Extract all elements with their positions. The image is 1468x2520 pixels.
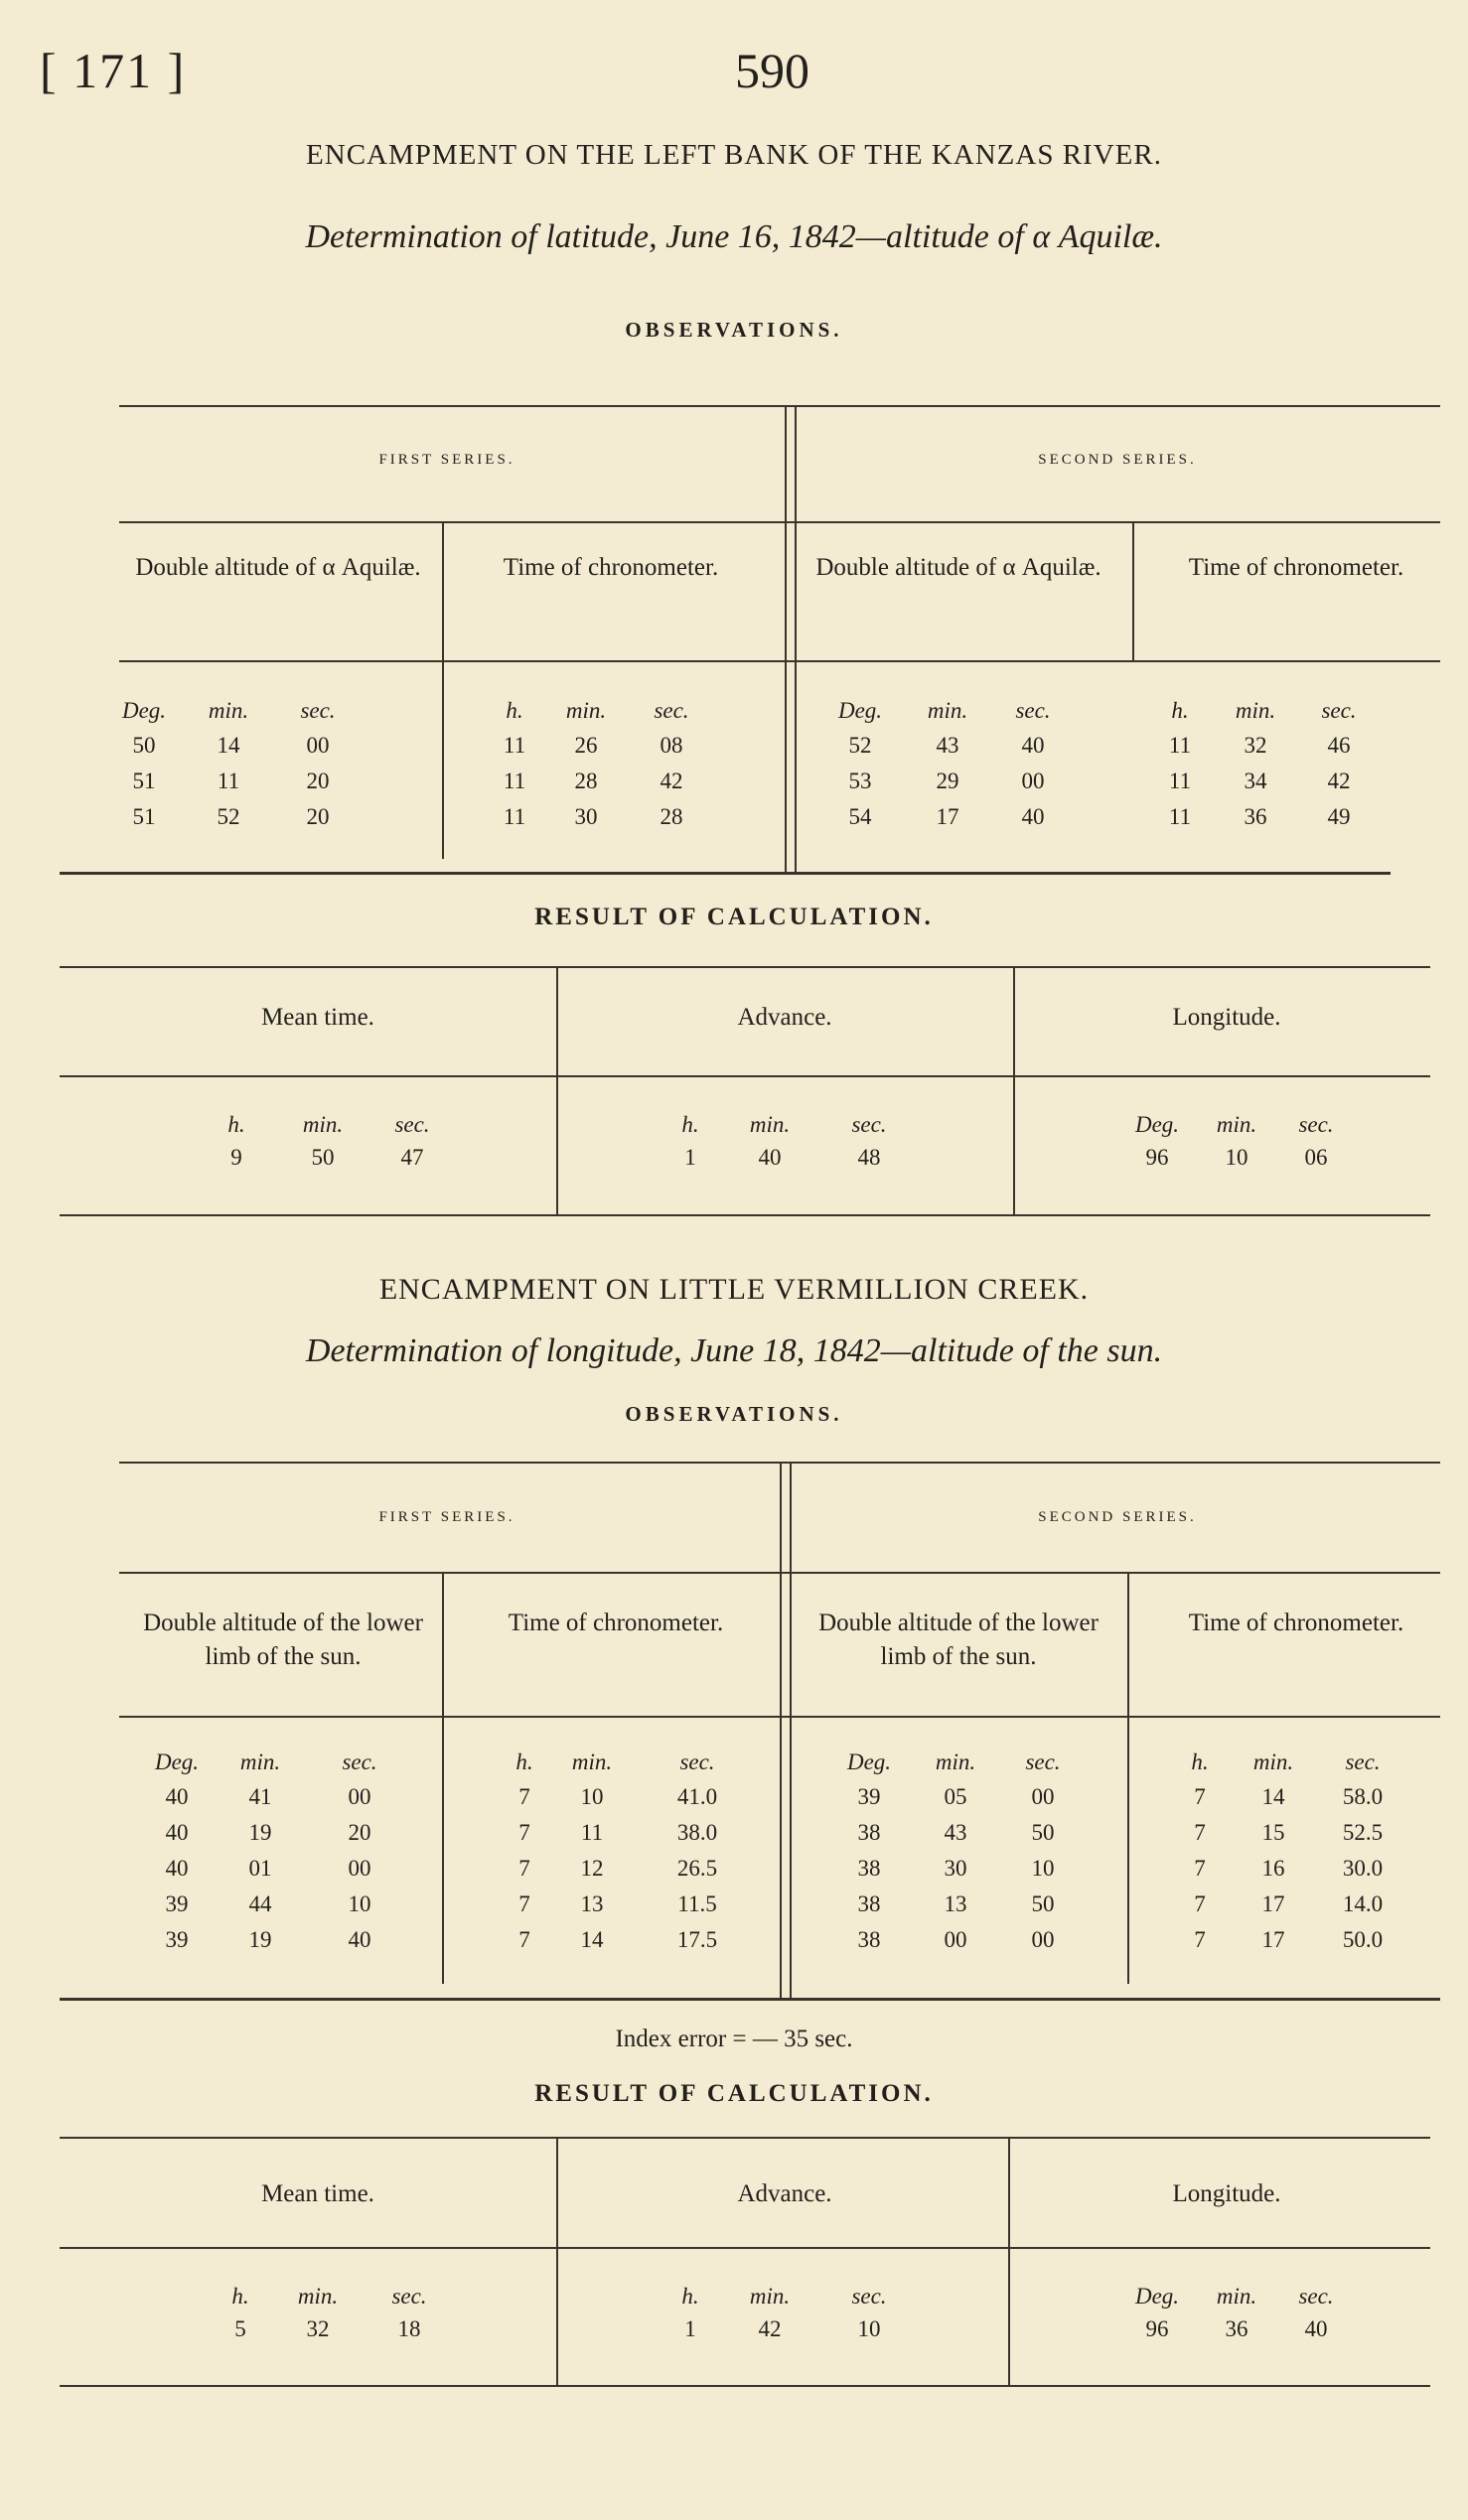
table-cell: 50.0 [1342,1927,1384,1952]
table-cell: 16 [1261,1856,1285,1881]
table-cell: 17 [936,804,959,829]
table-cell: 34 [1244,769,1267,793]
table-cell: 28 [660,804,683,829]
advance-seconds: 48 [857,1145,881,1170]
table-cell: 17.5 [676,1927,718,1952]
table-cell: 52 [217,804,240,829]
section2-result-units [0,2284,1468,2313]
table-cell: 14 [1261,1784,1285,1809]
unit: sec. [1025,1750,1061,1774]
table-cell: 7 [1194,1856,1206,1881]
table-cell: 50 [1031,1820,1055,1845]
unit: min. [749,1112,791,1137]
table-cell: 00 [348,1856,371,1881]
unit: sec. [1345,1750,1381,1774]
section1-result-label: RESULT OF CALCULATION. [534,904,934,930]
longitude-minutes: 10 [1225,1145,1248,1170]
table-cell: 7 [1194,1820,1206,1845]
table-cell: 15 [1261,1820,1285,1845]
section1-observations-label: OBSERVATIONS. [625,318,843,342]
unit: h. [515,1750,533,1774]
table-cell: 01 [248,1856,272,1881]
table-cell: 7 [518,1927,530,1952]
table-cell: 50 [132,733,156,758]
table-row [0,2316,1468,2350]
table-cell: 19 [248,1927,272,1952]
advance-minutes: 42 [758,2316,782,2341]
section2-subtitle: Determination of longitude, June 18, 1842—altitude of the sun. [305,1332,1163,1369]
table-cell: 40 [1021,733,1045,758]
unit: sec. [391,2284,427,2309]
table-cell: 7 [518,1784,530,1809]
table-cell: 10 [348,1891,371,1916]
page-number: 590 [735,43,809,98]
table-cell: 54 [848,804,872,829]
unit: Deg. [154,1750,200,1774]
table-cell: 08 [660,733,683,758]
unit: h. [227,1112,245,1137]
unit: min. [239,1750,281,1774]
table-cell: 10 [1031,1856,1055,1881]
unit: Deg. [121,698,167,723]
unit: sec. [1298,1112,1334,1137]
table-cell: 50 [1031,1891,1055,1916]
table-cell: 7 [518,1856,530,1881]
table-cell: 13 [944,1891,967,1916]
table-cell: 11 [1168,769,1192,793]
mean-time-seconds: 18 [397,2316,421,2341]
table-cell: 30.0 [1342,1856,1384,1881]
unit: min. [749,2284,791,2309]
unit: min. [927,698,968,723]
longitude-seconds: 06 [1304,1145,1328,1170]
table-cell: 51 [132,804,156,829]
section1-colhead-3: Double altitude of α Aquilæ. [815,554,1101,581]
table-cell: 19 [248,1820,272,1845]
unit: min. [208,698,249,723]
table-cell: 05 [944,1784,967,1809]
table-cell: 17 [1261,1891,1285,1916]
unit: Deg. [846,1750,892,1774]
table-cell: 14 [580,1927,604,1952]
section2-result-head-3: Longitude. [1172,2180,1281,2207]
section2-observations-label: OBSERVATIONS. [625,1402,843,1426]
table-cell: 11 [1168,733,1192,758]
table-cell: 7 [518,1820,530,1845]
table-cell: 28 [574,769,598,793]
table-cell: 46 [1327,733,1351,758]
table-cell: 11 [1168,804,1192,829]
unit: h. [231,2284,249,2309]
table-cell: 40 [165,1820,189,1845]
section1-series-second: SECOND SERIES. [1038,452,1197,468]
table-cell: 00 [306,733,330,758]
advance-hours: 1 [684,2316,696,2341]
table-cell: 52 [848,733,872,758]
table-cell: 00 [1021,769,1045,793]
table-cell: 14 [217,733,240,758]
table-cell: 44 [248,1891,272,1916]
unit: h. [1191,1750,1209,1774]
table-cell: 10 [580,1784,604,1809]
table-cell: 00 [1031,1784,1055,1809]
table-cell: 40 [1021,804,1045,829]
unit: sec. [1298,2284,1334,2309]
mean-time-hours: 9 [230,1145,242,1170]
longitude-minutes: 36 [1225,2316,1248,2341]
table-cell: 26.5 [676,1856,718,1881]
longitude-degrees: 96 [1145,2316,1169,2341]
unit: min. [571,1750,613,1774]
unit: h. [1171,698,1189,723]
section1-subtitle: Determination of latitude, June 16, 1842—altitude of α Aquilæ. [305,218,1163,255]
table-cell: 11 [503,804,526,829]
unit: sec. [1321,698,1357,723]
table-cell: 32 [1244,733,1267,758]
section2-colhead-2: Time of chronometer. [508,1610,724,1636]
unit: min. [1216,1112,1257,1137]
table-cell: 7 [1194,1784,1206,1809]
table-cell: 58.0 [1342,1784,1384,1809]
section1-title: ENCAMPMENT ON THE LEFT BANK OF THE KANZAS RIVER. [306,139,1162,171]
table-cell: 38.0 [676,1820,718,1845]
unit: min. [1252,1750,1294,1774]
bracket-number: [ 171 ] [40,43,187,98]
table-cell: 41 [248,1784,272,1809]
table-cell: 00 [348,1784,371,1809]
table-cell: 29 [936,769,959,793]
section1-colhead-2: Time of chronometer. [503,554,719,581]
table-cell: 43 [944,1820,967,1845]
table-cell: 38 [857,1891,881,1916]
section2-series-first: FIRST SERIES. [378,1509,515,1525]
table-cell: 17 [1261,1927,1285,1952]
unit: h. [681,2284,699,2309]
unit: min. [565,698,607,723]
table-cell: 11 [503,733,526,758]
section1-series-first: FIRST SERIES. [378,452,515,468]
unit: Deg. [837,698,883,723]
table-cell: 20 [348,1820,371,1845]
table-cell: 49 [1327,804,1351,829]
table-cell: 00 [1031,1927,1055,1952]
section2-index-error: Index error = — 35 sec. [615,2026,853,2052]
table-cell: 38 [857,1820,881,1845]
unit: Deg. [1134,2284,1180,2309]
table-cell: 7 [1194,1891,1206,1916]
table-cell: 39 [165,1927,189,1952]
table-cell: 53 [848,769,872,793]
section2-result-label: RESULT OF CALCULATION. [534,2080,934,2107]
table-cell: 11 [217,769,240,793]
table-cell: 20 [306,769,330,793]
advance-hours: 1 [684,1145,696,1170]
section2-series-second: SECOND SERIES. [1038,1509,1197,1525]
section2-colhead-4: Time of chronometer. [1188,1610,1404,1636]
section2-colhead-1: Double altitude of the lower limb of the sun. [143,1610,423,1670]
table-cell: 40 [165,1856,189,1881]
table-cell: 41.0 [676,1784,718,1809]
table-cell: 13 [580,1891,604,1916]
unit: min. [1235,698,1276,723]
section1-result-head-2: Advance. [737,1004,832,1031]
unit: h. [506,698,523,723]
section1-result-head-3: Longitude. [1172,1004,1281,1031]
table-cell: 38 [857,1856,881,1881]
table-cell: 43 [936,733,959,758]
advance-minutes: 40 [758,1145,782,1170]
table-cell: 40 [165,1784,189,1809]
unit: sec. [851,2284,887,2309]
unit: sec. [394,1112,430,1137]
longitude-seconds: 40 [1304,2316,1328,2341]
unit: sec. [300,698,336,723]
table-cell: 51 [132,769,156,793]
unit: sec. [1015,698,1051,723]
unit: min. [1216,2284,1257,2309]
table-cell: 12 [580,1856,604,1881]
section2-result-head-1: Mean time. [261,2180,374,2207]
table-cell: 30 [574,804,598,829]
unit: sec. [654,698,689,723]
table-cell: 52.5 [1342,1820,1384,1845]
table-cell: 26 [574,733,598,758]
unit: min. [935,1750,976,1774]
unit: sec. [342,1750,377,1774]
section1-colhead-1: Double altitude of α Aquilæ. [135,554,421,581]
table-cell: 38 [857,1927,881,1952]
table-cell: 7 [518,1891,530,1916]
unit: min. [302,1112,344,1137]
mean-time-minutes: 50 [311,1145,335,1170]
table-cell: 11.5 [677,1891,717,1916]
longitude-degrees: 96 [1145,1145,1169,1170]
section1-result-head-1: Mean time. [261,1004,374,1031]
table-cell: 7 [1194,1927,1206,1952]
table-cell: 14.0 [1342,1891,1384,1916]
unit: min. [297,2284,339,2309]
unit: Deg. [1134,1112,1180,1137]
table-cell: 11 [580,1820,604,1845]
table-cell: 20 [306,804,330,829]
section1-colhead-4: Time of chronometer. [1188,554,1404,581]
mean-time-hours: 5 [234,2316,246,2341]
section2-title: ENCAMPMENT ON LITTLE VERMILLION CREEK. [378,1273,1090,1306]
table-cell: 42 [1327,769,1351,793]
section2-colhead-3: Double altitude of the lower limb of the sun. [818,1610,1099,1670]
unit: sec. [851,1112,887,1137]
table-cell: 39 [857,1784,881,1809]
table-cell: 39 [165,1891,189,1916]
table-cell: 42 [660,769,683,793]
table-cell: 00 [944,1927,967,1952]
mean-time-minutes: 32 [306,2316,330,2341]
mean-time-seconds: 47 [400,1145,424,1170]
table-cell: 36 [1244,804,1267,829]
unit: sec. [679,1750,715,1774]
unit: h. [681,1112,699,1137]
table-cell: 40 [348,1927,371,1952]
table-cell: 30 [944,1856,967,1881]
advance-seconds: 10 [857,2316,881,2341]
section2-result-head-2: Advance. [737,2180,832,2207]
table-cell: 11 [503,769,526,793]
